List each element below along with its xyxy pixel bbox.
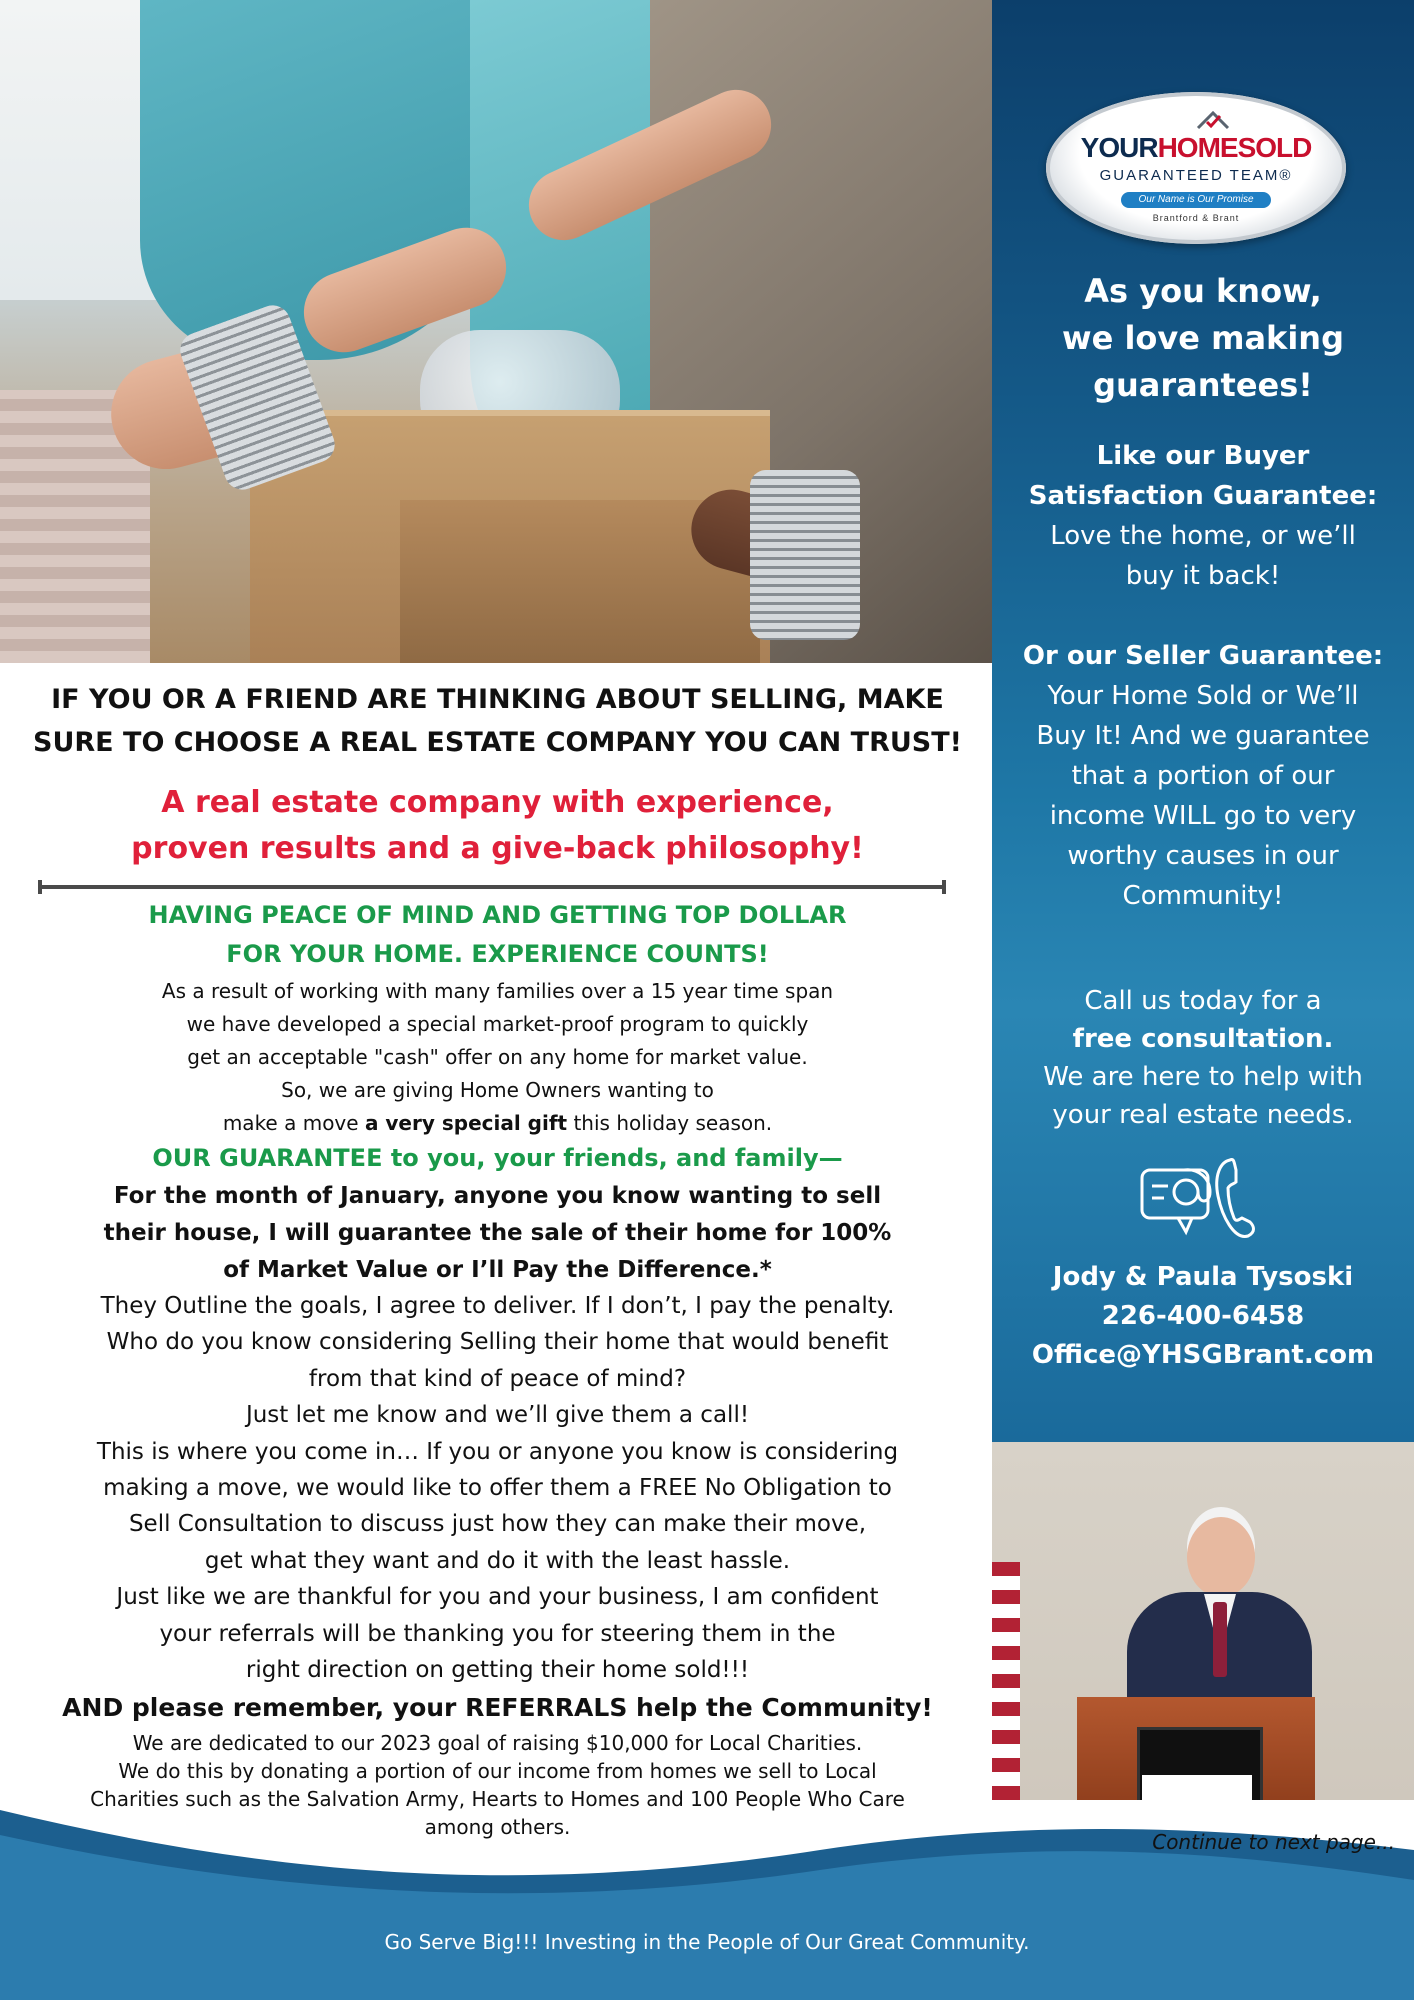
special-gift-text: a very special gift — [364, 1111, 568, 1135]
speaker-photo — [992, 1442, 1414, 1800]
footer-slogan: Go Serve Big!!! Investing in the People of Our Great Community. — [384, 1930, 1030, 1954]
contact-phone[interactable]: 226-400-6458 — [1101, 1301, 1305, 1331]
hero-photo-food-drive — [0, 0, 992, 663]
tagline: A real estate company with experience, proven results and a give-back philosophy! — [131, 785, 864, 866]
referrals-heading: AND please remember, your REFERRALS help the Community! — [62, 1693, 933, 1722]
referral-body-text: They Outline the goals, I agree to deliver. If I don’t, I pay the penalty. Who do you know considering Selling their home that would benefit from that kind of peace of mind? Just let me know and we’ll give them a call! This is where you come in… If you or anyone you know is considering making a move, we would like to offer them a FREE No Obligation to Sell Consultation to discuss just how they can make their move, get what they want and do it with the least hassle. Just like we are thankful for you and your business, I am confident your referrals will be thanking you for steering them in the right direction on getting their home sold!!! — [96, 1293, 899, 1684]
buyer-guarantee: Like our Buyer Satisfaction Guarantee: Love the home, or we’ll buy it back! — [992, 436, 1414, 596]
free-consultation-text: free consultation. — [1072, 1024, 1334, 1054]
contact-info — [992, 1258, 1414, 1375]
company-logo — [1046, 92, 1346, 244]
seller-guarantee-title: Or our Seller Guarantee: — [1022, 641, 1384, 671]
buyer-guarantee-title-2: Satisfaction Guarantee: — [1028, 481, 1378, 511]
email-phone-icon — [1138, 1152, 1268, 1247]
logo-motto: Our Name is Our Promise — [1121, 192, 1271, 208]
section-divider — [38, 879, 946, 895]
continue-next-page: Continue to next page... — [1152, 1830, 1395, 1854]
footer-wave — [0, 1790, 1414, 2000]
guarantee-heading: OUR GUARANTEE to you, your friends, and family— — [152, 1144, 843, 1172]
logo-wordmark: YOURHOMESOLD — [1080, 132, 1312, 163]
logo-region: Brantford & Brant — [1152, 213, 1240, 223]
buyer-guarantee-title: Like our Buyer — [1096, 441, 1310, 471]
logo-team-line: GUARANTEED TEAM® — [1099, 167, 1293, 184]
contact-email[interactable]: Office@YHSGBrant.com — [1031, 1340, 1375, 1370]
seller-guarantee: Or our Seller Guarantee: Your Home Sold or We’ll Buy It! And we guarantee that a portion of our income WILL go to very worthy causes in our Community! — [992, 636, 1414, 916]
contact-names: Jody & Paula Tysoski — [1052, 1262, 1354, 1292]
program-description: As a result of working with many families over a 15 year time span we have developed a special market-proof program to quickly get an acceptable "cash" offer on any home for market value. So, we are giving Home Owners wanting to make a move a very special gift this holiday season. — [161, 979, 834, 1135]
charity-text: We are dedicated to our 2023 goal of raising $10,000 for Local Charities. We do this by donating a portion of our income from homes we sell to Local Charities such as the Salvation Army, Hearts to Homes and 100 People Who Care among others. — [90, 1731, 905, 1839]
peace-of-mind-heading: HAVING PEACE OF MIND AND GETTING TOP DOLLAR FOR YOUR HOME. EXPERIENCE COUNTS! — [148, 901, 847, 968]
panel-heading: As you know, we love making guarantees! — [1062, 272, 1344, 404]
guarantee-offer: For the month of January, anyone you know wanting to sell their house, I will guarantee the sale of their home for 100% of Market Value or I’ll Pay the Difference.* — [103, 1183, 892, 1283]
house-roof-icon — [1196, 110, 1230, 130]
main-headline: IF YOU OR A FRIEND ARE THINKING ABOUT SELLING, MAKE SURE TO CHOOSE A REAL ESTATE COMPANY YOU CAN TRUST! — [33, 684, 962, 758]
call-to-action: Call us today for a free consultation. We are here to help with your real estate needs. — [992, 982, 1414, 1134]
